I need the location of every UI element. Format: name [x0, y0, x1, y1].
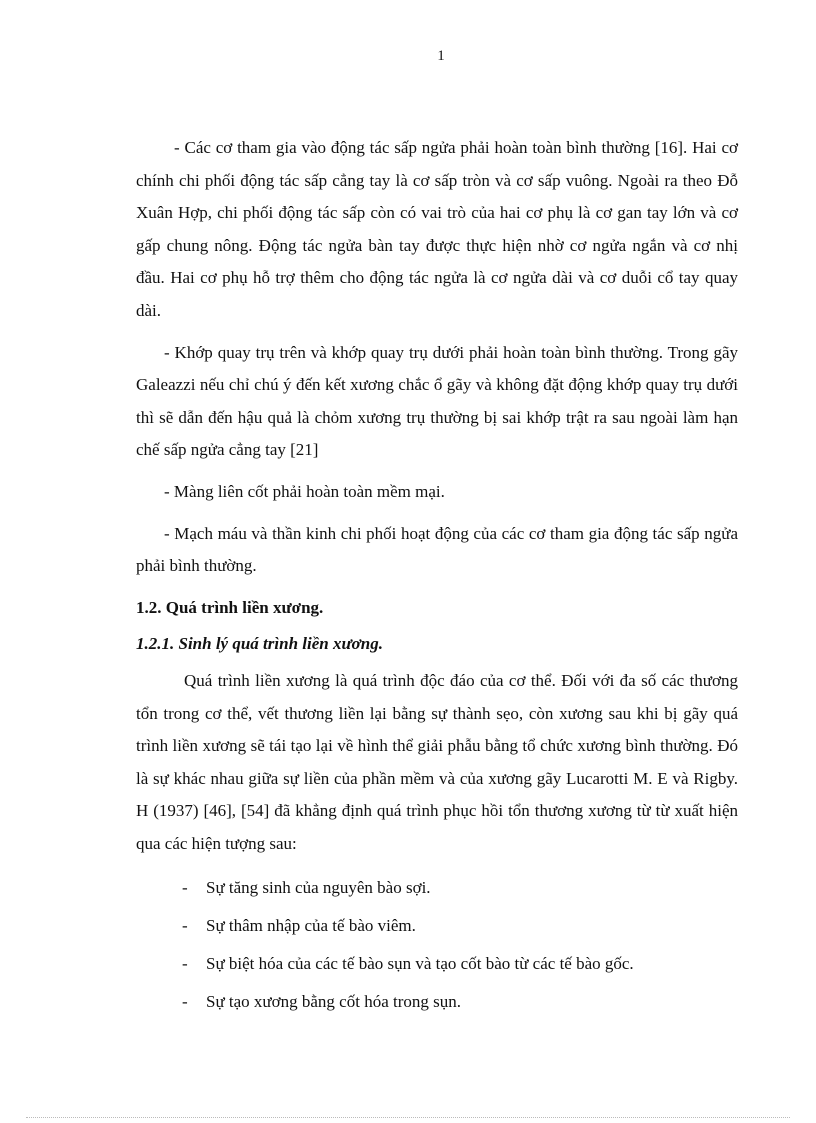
list-item-text: Sự thâm nhập của tế bào viêm.	[206, 916, 416, 936]
footer-divider	[26, 1117, 790, 1118]
paragraph-muscles: - Các cơ tham gia vào động tác sấp ngửa phải hoàn toàn bình thường [16]. Hai cơ chính chi phối động tác sấp cẳng tay là cơ sấp tròn và cơ sấp vuông. Ngoài ra theo Đỗ Xuân Hợp, chi phối động tác sấp còn có vai trò của hai cơ phụ là cơ gan tay lớn và cơ gấp chung nông. Động tác ngửa bàn tay được thực hiện nhờ cơ ngửa ngắn và cơ nhị đầu. Hai cơ phụ hỗ trợ thêm cho động tác ngửa là cơ ngửa dài và cơ duỗi cổ tay quay dài.	[136, 138, 738, 320]
list-item	[136, 945, 738, 983]
subsection-heading: 1.2.1. Sinh lý quá trình liền xương.	[136, 634, 383, 654]
paragraph-vessels-nerves: - Mạch máu và thần kinh chi phối hoạt động của các cơ tham gia động tác sấp ngửa phải bình thường.	[136, 523, 738, 576]
page-number: 1	[437, 48, 445, 64]
bullet-dash: -	[182, 954, 188, 974]
list-item-text: Sự tăng sinh của nguyên bào sợi.	[206, 878, 431, 898]
document-body	[136, 132, 738, 1021]
paragraph-bone-healing: Quá trình liền xương là quá trình độc đáo của cơ thể. Đối với đa số các thương tổn trong cơ thể, vết thương liền lại bằng sự thành sẹo, còn xương sau khi bị gãy quá trình liền xương sẽ tái tạo lại về hình thể giải phẫu bằng tổ chức xương bình thường. Đó là sự khác nhau giữa sự liền của phần mềm và của xương gãy Lucarotti M. E và Rigby. H (1937) [46], [54] đã khẳng định quá trình phục hồi tổn thương xương từ từ xuất hiện qua các hiện tượng sau:	[136, 670, 738, 853]
list-item	[136, 907, 738, 945]
paragraph-membrane: - Màng liên cốt phải hoàn toàn mềm mại.	[164, 481, 445, 501]
bullet-dash: -	[182, 991, 188, 1011]
bullet-dash: -	[182, 916, 188, 936]
bullet-dash: -	[182, 878, 188, 898]
paragraph-joints: - Khớp quay trụ trên và khớp quay trụ dưới phải hoàn toàn bình thường. Trong gãy Galeazzi nếu chỉ chú ý đến kết xương chắc ổ gãy và không đặt động khớp quay trụ dưới thì sẽ dẫn đến hậu quả là chỏm xương trụ thường bị sai khớp trật ra sau ngoài làm hạn chế sấp ngửa cẳng tay [21]	[136, 342, 738, 460]
list-item-text: Sự tạo xương bằng cốt hóa trong sụn.	[206, 991, 461, 1011]
section-heading: 1.2. Quá trình liền xương.	[136, 597, 324, 617]
healing-phenomena-list	[136, 869, 738, 1020]
list-item	[136, 983, 738, 1021]
list-item	[136, 869, 738, 907]
list-item-text: Sự biệt hóa của các tế bào sụn và tạo cốt bào từ các tế bào gốc.	[206, 954, 634, 974]
